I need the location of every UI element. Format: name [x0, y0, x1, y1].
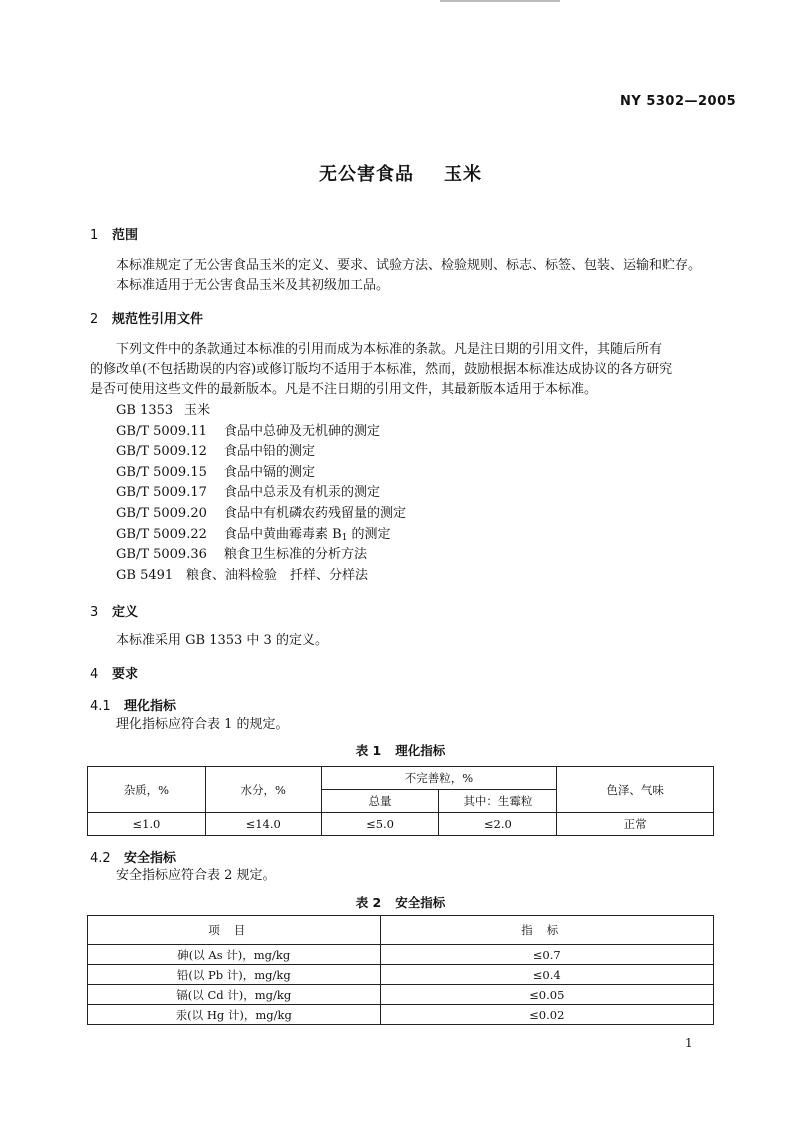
- reference-item: GB 1353 玉米: [116, 403, 211, 418]
- section-4-1-heading: 4.1 理化指标: [90, 699, 177, 714]
- section-4-2-heading: 4.2 安全指标: [90, 851, 177, 866]
- table-2-safety: [87, 915, 714, 1025]
- scan-artifact-line: [440, 0, 560, 2]
- value-moisture: ≤14.0: [205, 813, 321, 836]
- section-4-heading: 4 要求: [90, 667, 139, 682]
- section-4-2-paragraph: 安全指标应符合表 2 规定。: [116, 868, 276, 883]
- section-3-paragraph: 本标准采用 GB 1353 中 3 的定义。: [116, 633, 328, 648]
- reference-item: GB/T 5009.22 食品中黄曲霉毒素 B1 的测定: [116, 526, 391, 543]
- section-2-intro-line-3: 是否可使用这些文件的最新版本。凡是不注日期的引用文件，其最新版本适用于本标准。: [90, 382, 598, 397]
- section-1-paragraph-1: 本标准规定了无公害食品玉米的定义、要求、试验方法、检验规则、标志、标签、包装、运输和贮存。: [116, 258, 702, 273]
- header-color-odor: 色泽、气味: [557, 767, 714, 813]
- table-row: 镉(以 Cd 计)，mg/kg ≤0.05: [88, 985, 714, 1005]
- document-title: [0, 160, 801, 186]
- table-row: 铅(以 Pb 计)，mg/kg ≤0.4: [88, 965, 714, 985]
- table-1-caption: 表 1 理化指标: [355, 743, 446, 758]
- value-impurity: ≤1.0: [88, 813, 206, 836]
- header-moldy-kernel: 其中：生霉粒: [439, 790, 557, 813]
- header-index: 指标: [380, 916, 713, 945]
- header-impurity: 杂质，%: [88, 767, 206, 813]
- header-item: 项目: [88, 916, 381, 945]
- section-1-heading: 1 范围: [90, 228, 139, 243]
- table-row: 砷(以 As 计)，mg/kg ≤0.7: [88, 945, 714, 965]
- reference-item: GB 5491 粮食、油料检验 扦样、分样法: [116, 567, 369, 583]
- section-1-paragraph-2: 本标准适用于无公害食品玉米及其初级加工品。: [116, 278, 390, 293]
- title-part-2: 玉米: [444, 164, 482, 185]
- header-moisture: 水分，%: [205, 767, 321, 813]
- table-2-caption: 表 2 安全指标: [355, 895, 446, 910]
- section-2-heading: 2 规范性引用文件: [90, 312, 204, 327]
- section-3-heading: 3 定义: [90, 605, 139, 620]
- reference-item: GB/T 5009.20 食品中有机磷农药残留量的测定: [116, 505, 407, 521]
- reference-item: GB/T 5009.12 食品中铅的测定: [116, 444, 316, 460]
- table-1-physicochemical: [87, 766, 714, 836]
- header-imperfect-kernel: 不完善粒，%: [321, 767, 557, 790]
- section-2-intro-line-2: 的修改单(不包括勘误的内容)或修订版均不适用于本标准，然而，鼓励根据本标准达成协议的各方研究: [90, 362, 673, 377]
- reference-item: GB/T 5009.11 食品中总砷及无机砷的测定: [116, 423, 381, 439]
- title-part-1: 无公害食品: [319, 164, 414, 185]
- standard-code: NY 5302—2005: [620, 94, 737, 109]
- reference-item: GB/T 5009.36 粮食卫生标准的分析方法: [116, 547, 368, 563]
- value-total: ≤5.0: [321, 813, 439, 836]
- section-4-1-paragraph: 理化指标应符合表 1 的规定。: [116, 717, 289, 732]
- table-row: 汞(以 Hg 计)，mg/kg ≤0.02: [88, 1005, 714, 1025]
- value-color-odor: 正常: [557, 813, 714, 836]
- reference-item: GB/T 5009.17 食品中总汞及有机汞的测定: [116, 485, 381, 501]
- value-moldy-kernel: ≤2.0: [439, 813, 557, 836]
- page-number: 1: [685, 1036, 693, 1050]
- section-2-intro-line-1: 下列文件中的条款通过本标准的引用而成为本标准的条款。凡是注日期的引用文件，其随后所有: [116, 342, 663, 357]
- header-total: 总量: [321, 790, 439, 813]
- reference-item: GB/T 5009.15 食品中镉的测定: [116, 464, 316, 480]
- reference-list: [116, 401, 406, 586]
